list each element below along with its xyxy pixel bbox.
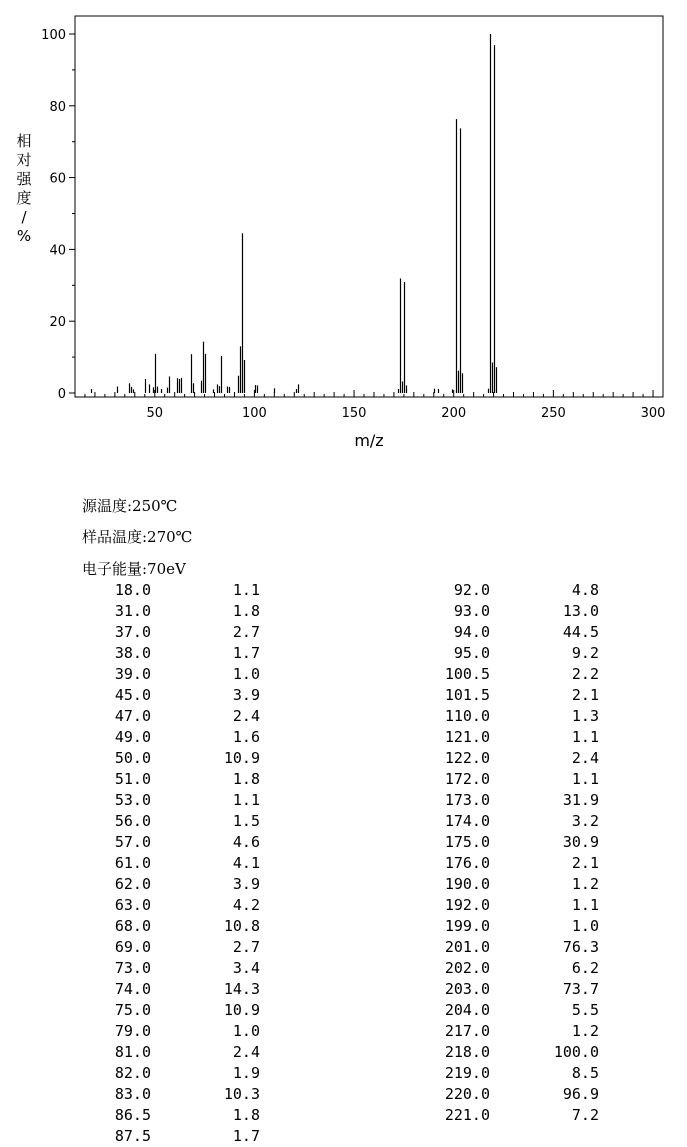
peak-abundance: 8.5 xyxy=(571,1064,599,1082)
peak-abundance: 1.6 xyxy=(232,728,260,746)
peak-abundance: 1.8 xyxy=(232,1106,260,1124)
y-axis-label-char: 相 xyxy=(16,132,32,150)
peak-mz: 47.0 xyxy=(114,707,151,725)
peak-abundance: 1.8 xyxy=(232,602,260,620)
peak-abundance: 10.9 xyxy=(223,1001,260,1019)
x-tick-label: 100 xyxy=(241,406,267,421)
peak-abundance: 4.1 xyxy=(232,854,260,872)
peak-mz: 53.0 xyxy=(114,791,151,809)
peak-abundance: 2.4 xyxy=(232,1043,260,1061)
peak-abundance: 1.1 xyxy=(232,581,260,599)
peak-mz: 121.0 xyxy=(444,728,490,746)
peak-abundance: 3.4 xyxy=(232,959,260,977)
peak-mz: 174.0 xyxy=(444,812,490,830)
peak-mz: 218.0 xyxy=(444,1043,490,1061)
x-tick-label: 250 xyxy=(540,406,566,421)
peak-mz: 101.5 xyxy=(444,686,490,704)
peak-abundance: 1.2 xyxy=(571,875,599,893)
peak-abundance: 3.9 xyxy=(232,875,260,893)
peak-abundance: 2.2 xyxy=(571,665,599,683)
peak-abundance: 7.2 xyxy=(571,1106,599,1124)
peak-mz: 201.0 xyxy=(444,938,490,956)
peak-mz: 217.0 xyxy=(444,1022,490,1040)
peak-mz: 63.0 xyxy=(114,896,151,914)
peak-mz: 204.0 xyxy=(444,1001,490,1019)
peak-mz: 49.0 xyxy=(114,728,151,746)
peak-mz: 75.0 xyxy=(114,1001,151,1019)
peak-mz: 219.0 xyxy=(444,1064,490,1082)
peak-abundance: 3.2 xyxy=(571,812,599,830)
peak-abundance: 30.9 xyxy=(562,833,599,851)
plot-frame xyxy=(75,16,663,397)
peak-mz: 176.0 xyxy=(444,854,490,872)
peak-abundance: 9.2 xyxy=(571,644,599,662)
spectrum-peaks xyxy=(92,34,497,393)
peak-mz: 38.0 xyxy=(114,644,151,662)
peak-abundance: 3.9 xyxy=(232,686,260,704)
peak-mz: 45.0 xyxy=(114,686,151,704)
peak-abundance: 5.5 xyxy=(571,1001,599,1019)
peak-mz: 69.0 xyxy=(114,938,151,956)
peak-abundance: 1.7 xyxy=(232,1127,260,1145)
peak-abundance: 4.8 xyxy=(571,581,599,599)
peak-mz: 31.0 xyxy=(114,602,151,620)
peak-mz: 173.0 xyxy=(444,791,490,809)
y-tick-label: 100 xyxy=(41,28,66,43)
peak-abundance: 2.1 xyxy=(571,686,599,704)
peak-mz: 74.0 xyxy=(114,980,151,998)
peak-mz: 81.0 xyxy=(114,1043,151,1061)
y-axis-label-char: % xyxy=(16,227,32,245)
electron-energy: 电子能量:70eV xyxy=(82,560,186,578)
y-axis-label-char: / xyxy=(21,208,27,226)
y-tick-label: 40 xyxy=(49,243,66,259)
peak-mz: 175.0 xyxy=(444,833,490,851)
peak-abundance: 1.0 xyxy=(571,917,599,935)
peak-abundance: 31.9 xyxy=(562,791,599,809)
peak-mz: 190.0 xyxy=(444,875,490,893)
peak-mz: 87.5 xyxy=(114,1127,151,1145)
peak-abundance: 1.8 xyxy=(232,770,260,788)
peak-mz: 50.0 xyxy=(114,749,151,767)
peak-mz: 83.0 xyxy=(114,1085,151,1103)
peak-mz: 172.0 xyxy=(444,770,490,788)
x-tick-label: 200 xyxy=(441,406,467,421)
peak-abundance: 1.1 xyxy=(571,896,599,914)
peak-abundance: 2.7 xyxy=(232,623,260,641)
peak-abundance: 2.1 xyxy=(571,854,599,872)
peak-abundance: 10.3 xyxy=(223,1085,260,1103)
peak-abundance: 2.4 xyxy=(232,707,260,725)
peak-mz: 92.0 xyxy=(453,581,490,599)
peak-mz: 95.0 xyxy=(453,644,490,662)
peak-abundance: 1.1 xyxy=(571,728,599,746)
peak-mz: 57.0 xyxy=(114,833,151,851)
peak-abundance: 2.7 xyxy=(232,938,260,956)
peak-abundance: 1.0 xyxy=(232,1022,260,1040)
peak-mz: 62.0 xyxy=(114,875,151,893)
y-tick-label: 80 xyxy=(49,99,66,115)
peak-abundance: 1.1 xyxy=(571,770,599,788)
peak-mz: 86.5 xyxy=(114,1106,151,1124)
peak-abundance: 73.7 xyxy=(562,980,599,998)
peak-mz: 79.0 xyxy=(114,1022,151,1040)
peak-abundance: 6.2 xyxy=(571,959,599,977)
peak-abundance: 4.6 xyxy=(232,833,260,851)
source-temperature: 源温度:250℃ xyxy=(82,497,178,515)
y-axis-label xyxy=(16,132,32,245)
y-axis-label-char: 强 xyxy=(16,170,32,188)
peak-abundance: 14.3 xyxy=(223,980,260,998)
peak-mz: 68.0 xyxy=(114,917,151,935)
peak-mz: 192.0 xyxy=(444,896,490,914)
peak-mz: 100.5 xyxy=(444,665,490,683)
peak-abundance: 1.0 xyxy=(232,665,260,683)
y-tick-label: 20 xyxy=(49,315,66,331)
peak-abundance: 1.2 xyxy=(571,1022,599,1040)
peak-abundance: 2.4 xyxy=(571,749,599,767)
y-axis-ticks xyxy=(41,28,75,402)
y-tick-label: 0 xyxy=(57,387,66,402)
peak-abundance: 1.3 xyxy=(571,707,599,725)
peak-abundance: 44.5 xyxy=(562,623,599,641)
peak-abundance: 10.8 xyxy=(223,917,260,935)
y-axis-label-char: 度 xyxy=(16,189,32,207)
peak-abundance: 96.9 xyxy=(562,1085,599,1103)
peak-mz: 61.0 xyxy=(114,854,151,872)
peak-abundance: 1.5 xyxy=(232,812,260,830)
peak-abundance: 1.9 xyxy=(232,1064,260,1082)
x-axis-label: m/z xyxy=(354,431,384,450)
peak-mz: 82.0 xyxy=(114,1064,151,1082)
x-tick-label: 300 xyxy=(640,406,666,421)
peak-mz: 93.0 xyxy=(453,602,490,620)
mass-spectrum-chart xyxy=(0,0,687,460)
peak-abundance: 100.0 xyxy=(553,1043,599,1061)
peak-abundance: 1.1 xyxy=(232,791,260,809)
peak-mz: 51.0 xyxy=(114,770,151,788)
y-axis-label-char: 对 xyxy=(16,151,32,169)
peak-abundance: 1.7 xyxy=(232,644,260,662)
peak-mz: 220.0 xyxy=(444,1085,490,1103)
peak-mz: 221.0 xyxy=(444,1106,490,1124)
x-axis-ticks xyxy=(85,390,665,421)
peak-mz: 37.0 xyxy=(114,623,151,641)
peak-abundance: 4.2 xyxy=(232,896,260,914)
y-tick-label: 60 xyxy=(49,171,66,187)
peak-mz: 73.0 xyxy=(114,959,151,977)
x-tick-label: 150 xyxy=(341,406,367,421)
peak-mz: 39.0 xyxy=(114,665,151,683)
peak-mz: 110.0 xyxy=(444,707,490,725)
peak-mz: 203.0 xyxy=(444,980,490,998)
peak-mz: 202.0 xyxy=(444,959,490,977)
x-tick-label: 50 xyxy=(146,406,164,421)
peak-mz: 199.0 xyxy=(444,917,490,935)
peak-mz: 56.0 xyxy=(114,812,151,830)
peak-abundance: 13.0 xyxy=(562,602,599,620)
peak-abundance: 10.9 xyxy=(223,749,260,767)
peak-mz: 18.0 xyxy=(114,581,151,599)
peak-mz: 94.0 xyxy=(453,623,490,641)
sample-temperature: 样品温度:270℃ xyxy=(82,528,193,546)
peak-abundance: 76.3 xyxy=(562,938,599,956)
peak-mz: 122.0 xyxy=(444,749,490,767)
